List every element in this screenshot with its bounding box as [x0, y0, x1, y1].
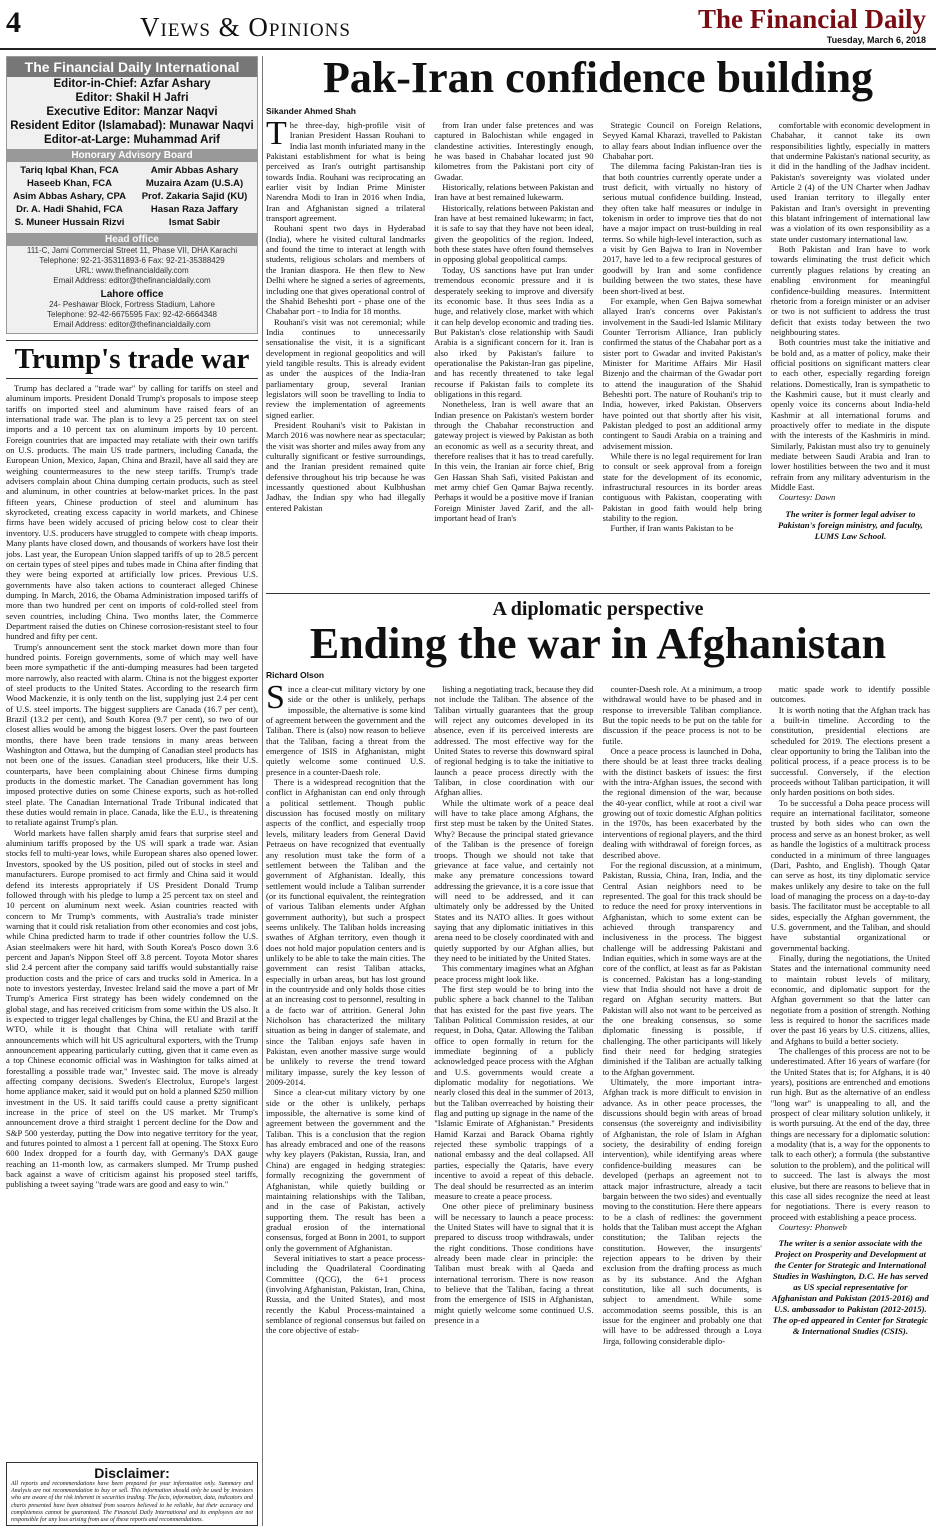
- article2-author-bio: The writer is a senior associate with the Project on Prosperity and Development at the Center for Strategic and International Studies in Washington, D.C. He has served as US special representative for Afghanistan and Pakistan (2015-2016) and U.S. ambassador to Pakistan (2012-2015). The op-ed appeared in Center for Strategic & International Studies (CSIS).: [771, 1238, 929, 1337]
- article-paragraph: Finally, during the negotiations, the United States and the international community need to maintain robust levels of military, economic, and diplomatic support for the Afghan government so that the latter can negotiate from a position of strength. Nothing less is required to honor the sacrifices made over the past 16 years by U.S. citizens, allies, and Afghans to build a better society.: [770, 952, 930, 1046]
- advisor: Prof. Zakaria Sajid (KU): [141, 191, 248, 202]
- publication-date: Tuesday, March 6, 2018: [826, 35, 926, 45]
- advisor: S. Muneer Hussain Rizvi: [14, 217, 125, 228]
- staff-box: [6, 56, 258, 334]
- office-line: Email Address: editor@thefinancialdaily.com: [53, 276, 211, 285]
- article-paragraph: matic spade work to identify possible outcomes.: [770, 684, 930, 705]
- advisor: Dr. A. Hadi Shahid, FCA: [16, 204, 123, 215]
- article-paragraph: Nonetheless, Iran is well aware that an Indian presence on Pakistan's western border through the Chabahar reconstruction and gateway project is viewed by Pakistan as both an economic as well as a security threat, and therefore realises that it has to tread carefully. In this vein, the Iranian air force chief, Brig Gen Hassan Shah Safi, visited Pakistan and met army chief Gen Qamar Bajwa recently. Perhaps it would be a positive move if Iranian Foreign Minister Javed Zarif, and the all-important head of Iran's: [434, 399, 594, 524]
- editorial-headline: Trump's trade war: [6, 340, 258, 379]
- article-paragraph: The three-day, high-profile visit of Iranian President Hassan Rouhani to India last month infuriated many in the Pakistani establishment for what is being perceived as Iran's outright partisanship towards India. Rouhani was reciprocating an earlier visit by Indian Prime Minister Narendra Modi to Iran in 2016 when India, Iran and Afghanistan signed a trilateral transport agreement.: [266, 120, 426, 224]
- office-line: Email Address: editor@thefinancialdaily.com: [53, 320, 211, 329]
- column-rule: [262, 56, 263, 1526]
- editor-line: Resident Editor (Islamabad): Munawar Naqvi: [10, 120, 254, 132]
- article-paragraph: Today, US sanctions have put Iran under tremendous economic pressure and it is desperately seeking to improve and diversify its economic base. It thus sees India as a huge, and relatively close, market with which it can help develop economic and trading ties. But Pakistan's close relationship with Saudi Arabia is a significant concern for it. Iran is also irked by Pakistan's failure to operationalise the Pakistan-Iran gas pipeline, and has recently threatened to take legal recourse if Pakistan fails to complete its obligations in this regard.: [434, 264, 594, 399]
- article-paragraph: Rouhani's visit was not ceremonial; while India continues to unnecessarily sensationalise the visit, it is a significant development in regional geopolitics and will yield tangible results. This is already evident as under the auspices of the India-Iran parliamentary group, several Iranian legislators will soon be travelling to India to review the implementation of agreements signed earlier.: [266, 316, 426, 420]
- article-paragraph: Strategic Council on Foreign Relations, Seyyed Kamal Kharazi, travelled to Pakistan to allay fears about Indian influence over the Chabahar port.: [602, 120, 762, 162]
- article-paragraph: One other piece of preliminary business will be necessary to launch a peace process: the United States will have to signal that it is prepared to discuss troop withdrawals, under the right conditions. Those conditions have already been made clear in principle: the Taliban must break with al Qaeda and international terrorism. There is now reason to believe that the Taliban, facing a threat from the emergence of ISIS in Afghanistan, might quietly welcome some continued U.S. presence in a: [434, 1201, 594, 1325]
- disclaimer-box: [6, 1462, 258, 1526]
- article-paragraph: The first step would be to bring into the public sphere a back channel to the Taliban that has existed for the past five years. The Taliban Political Commission resides, at our request, in Doha, Qatar. Allowing the Taliban office to open formally in return for the immediate beginning of a publicly acknowledged peace process with the Afghan and U.S. governments would create a diplomatic modality for negotiations. We nearly closed this deal in the summer of 2013, but the Taliban overreached by hoisting their flag and putting up signage in the name of the "Islamic Emirate of Afghanistan." Presidents Hamid Karzai and Barack Obama rightly rejected these symbolic trappings of a national embassy and the deal collapsed. All parties, especially the Qataris, have every incentive to avoid a repeat of this debacle. The deal should be resurrected as an interim measure to create a peace process.: [434, 983, 594, 1201]
- article2-column: [266, 684, 425, 1526]
- article-paragraph: counter-Daesh role. At a minimum, a troop withdrawal would have to be phased and in response to irreversible Taliban compliance. But the topic needs to be put on the table for discussion if the peace process is not to be futile.: [602, 684, 762, 746]
- disclaimer-title: Disclaimer:: [94, 1465, 170, 1481]
- article-paragraph: Several initiatives to start a peace process-including the Quadrilateral Coordinating Committee (QCG), the 6+1 process (involving Afghanistan, Pakistan, Iran, China, Russia, and the United States), and most recently the Kabul Process-maintained a semblance of regional consensus but failed on the core objective of estab-: [266, 1252, 426, 1336]
- editorial-paragraph: World markets have fallen sharply amid fears that surprise steel and aluminium tariffs proposed by the US will spark a trade war. Asian stocks fell to multi-year lows, while European shares also opened lower. Investors, spooked by the US position, piled out of stocks in steel and manufacturers. Europe promised to act firmly and China said it would defend its interests appropriately if US President Donald Trump followed through with his pledge to lump a 25 percent tax on steel and 10 percent on aluminum next week. Asian countries reacted with concern to Mr Trump's comments, with Australia's trade minister warning that it could risk retaliation from other economies and cost jobs, while China predicted harm to trade if other countries follow the U.S. Asian steelmakers were hit hard, with South Korea's Posco down 3.6 percent and Japan's Nippon Steel off 3.8 percent. Toyota Motor shares slid 2.4 percent after the company said tariffs would substantially raise production costs and the price of cars and trucks sold in America. In a note to investors yesterday, Investec Ireland said the move a part of Mr Trump's America First strategy has been widely condemned on the global stage, and has received criticism from some within the US also. It is expected to trigger legal challenges by China, the EU and Brazil at the WTO, while it is thought that China will retaliate with tariff announcements which will hit US agricultural exporters, with the Trump announcement appearing particularly cutting, given that it came even as a top Chinese economic official was in Washington for talks aimed at forestalling a possible trade war," Investec said. The move is already affecting company decisions. Sweden's Electrolux, Europe's largest home appliance maker, said it would put on hold a planned $250 million investment in the US. It said tariffs could cause a pretty significant increase in the price of steel on the US market. Mr Trump's announcement drove a third straight 1 percent decline for the Dow and S&P 500 yesterday, putting the Dow into negative territory for the year, and futures pointed to almost a 1 percent fall at opening. The Stoxx Euro 600 Index dropped for a fourth day, with Germany's DAX gauge reaching an 11-month low, as carmakers slumped. Mr Trump pushed back against a wave of criticism against his proposed steel tariffs, publishing a tweet saying "trade wars are good and easy to win.": [6, 827, 258, 1190]
- article-paragraph: The dilemma facing Pakistan-Iran ties is that both countries currently operate under a trust deficit, with virtually no history of serious mutual confidence building. Instead, they often take half measures or indulge in tokenism in order to improve ties that do not have a major impact on trust-building in real terms. So while high-level interaction, such as a visit by Gen Bajwa to Iran in November 2017, have led to a few reciprocal gestures of goodwill by Iran and some confidence building between the two states, these have been short-lived at best.: [602, 161, 762, 296]
- advisory-title: Honorary Advisory Board: [7, 149, 257, 162]
- article2-courtesy: Courtesy: Phonweb: [778, 1221, 847, 1232]
- article2-column: [771, 684, 930, 1526]
- article2-column: [603, 684, 762, 1526]
- advisor: Amir Abbas Ashary: [150, 165, 239, 176]
- editor-line: Executive Editor: Manzar Naqvi: [46, 106, 218, 118]
- advisor: Haseeb Khan, FCA: [27, 178, 112, 189]
- editorial-body: [6, 383, 258, 1365]
- advisor: Ismat Sabir: [168, 217, 221, 228]
- head-office-info: [7, 246, 257, 286]
- article2-headline: Ending the war in Afghanistan: [309, 619, 887, 668]
- article2-body: [266, 684, 930, 1526]
- drop-cap: T: [266, 120, 287, 152]
- article1-byline: Sikander Ahmed Shah: [266, 106, 356, 116]
- article2-column: [434, 684, 593, 1526]
- article-paragraph: For the regional discussion, at a minimum, Pakistan, Russia, China, Iran, India, and the Central Asian neighbors need to be represented. The goal for this track should be to reduce the need for proxy interventions in Afghanistan, which to some extent can be achieved through transparency and inclusiveness in the process. The biggest challenge will be addressing Pakistani and Indian equities, which in some ways are at the core of the conflict, at least as far as Pakistan is concerned. Pakistan has a long-standing view that India should not have a droit de regard on Afghan security matters. But Pakistan will also not want to be perceived as the one breaking consensus, so some diplomatic finessing is possible, if challenging. The other participants will likely find their need for hedging strategies diminished if the Taliban are actually talking to the Afghan government.: [602, 859, 762, 1077]
- article-paragraph: Ultimately, the more important intra-Afghan track is more difficult to envision in advance. As in other peace processes, the discussions should begin with areas of broad consensus (the sovereignty and indivisibility of Afghanistan, the role of Islam in Afghan society, the desirability of ending foreign intervention), while identifying areas where confidence-building measures can be developed (perhaps an agreement not to attack major infrastructure, already a tacit bargain between the two sides) and eventually moving to the constitution. Here there appears to be a clash of redlines: the government holds that the Taliban must accept the Afghan constitution; the Taliban rejects the constitution. However, the insurgents' rejection appears to be driven by their exclusion from the drafting process as much as by its substance. And the Afghan constitution, like all such documents, is subject to amendment. While some accommodation seems possible, this is an issue for the engineer and probably one that will have to be addressed through a Loya Jirga, following considerable diplo-: [602, 1077, 762, 1346]
- article1-author-bio: The writer is former legal adviser to Pakistan's foreign ministry, and faculty, LUMS Law School.: [777, 508, 923, 541]
- article2-kicker: A diplomatic perspective: [492, 598, 704, 620]
- office-line: 24- Peshawar Block, Fortress Stadium, Lahore: [49, 300, 215, 309]
- article-paragraph: To be successful a Doha peace process will require an international facilitator, someone trusted by both sides who can own the process and serve as an honest broker, as well as handle the logistics of a multitrack process conducted in a minimum of three languages (Dari, Pashto, and English). Though Qatar can serve as host, its tiny diplomatic service makes unlikely any desire to take on the full load of managing the process on a day-to-day basis. The facilitator must be acceptable to all sides, especially the Afghan government, the U.S. government, and the Taliban, and should have substantial organizational or governmental backing.: [770, 797, 930, 953]
- office-line: 111-C, Jami Commercial Street 11, Phase VII, DHA Karachi: [26, 246, 238, 255]
- article-paragraph: President Rouhani's visit to Pakistan in March 2016 was nowhere near as spectacular; the visit was shorter and miles away from any culturally significant or festive surroundings, and the Iranian president remained quite defensive throughout his trip because he was incessantly questioned about Kulbhushan Jadhav, the Indian spy who had illegally entered Pakistan: [266, 419, 426, 513]
- article-paragraph: comfortable with economic development in Chabahar, it cannot take its own responsibilities lightly, especially in matters that undermine Pakistan's national security, as it did in the handling of the Jadhav incident. Pakistan's sovereignty was violated under Article 2 (4) of the UN Charter when Jadhav used Iranian territory to illegally enter Pakistan and Iran's oversight in preventing this blatant infringement of international law was a violation of its own responsibility as a state under customary international law.: [770, 120, 930, 244]
- article-paragraph: Historically, relations between Pakistan and Iran have at best remained lukewarm; in fact, it is safe to say that they have not been ideal, given the geopolitics of the region. Indeed, both these states have often found themselves in opposing global geopolitical camps.: [434, 202, 594, 265]
- advisor: Hasan Raza Jaffary: [150, 204, 239, 215]
- article-paragraph: The challenges of this process are not to be underestimated. After 16 years of warfare (for the United States that is; for Afghans, it is 40 years), positions are entrenched and emotions run high. But as the alternative of an endless "long war" is unappealing to all, and the prospect of clear military solution unlikely, it is worth pursuing. At the end of the day, three things are necessary for a diplomatic solution: a modality (that is, a way for the opponents to talk to each other); a formula (the substantive solution to the problem), and the political will to succeed. The last is always the most elusive, but there are reasons to believe that in this case all sides recognize the need at least for negotiations. There is every reason to proceed with establishing a peace process.: [770, 1046, 930, 1222]
- editor-line: Editor-in-Chief: Azfar Ashary: [53, 78, 211, 90]
- masthead: [0, 0, 936, 50]
- article-paragraph: Rouhani spent two days in Hyderabad (India), where he visited cultural landmarks and found the time to interact at length with students, religious scholars and members of the Iranian diaspora. He then flew to New Delhi where he signed a series of agreements, including one that gives operational control of the Shahid Beheshti port - phase one of the Chabahar port - to India for 18 months.: [266, 223, 426, 317]
- disclaimer-text: All reports and recommendations have been prepared for your information only. Summary and Analysis are not recommendation to buy or sell. This information should only be used by investors who are aware of the risk inherent in securities trading. The facts, information, data, indicators and charts presented have been obtained from sources believed to be reliable, but their accuracy and completeness cannot be guaranteed. The Financial Daily International and its employees are not responsible for any loss arising from use of these reports and recommendations.: [11, 1481, 253, 1524]
- office-line: Telephone: 92-21-35311893-6 Fax: 92-21-35388429: [39, 256, 225, 265]
- article-paragraph: While the ultimate work of a peace deal will have to take place among Afghans, the first step must be taken by the United States. Why? Because the principal stated grievance of the Taliban is the presence of foreign troops. Though we should not take that grievance at face value, and certainly not make any premature concessions toward addressing the grievance, it is a core issue that will need to be addressed, and it can ultimately only be addressed by the United States and its NATO allies. It goes without saying that any diplomatic initiatives in this arena need to be closely coordinated with and quietly supported by our Afghan allies, but they need to be initiated by the United States.: [434, 797, 594, 963]
- office-line: Telephone: 92-42-6675595 Fax: 92-42-6664348: [47, 310, 217, 319]
- advisor: Muzaira Azam (U.S.A): [145, 178, 244, 189]
- article2-byline: Richard Olson: [266, 670, 325, 680]
- article1-column: [603, 120, 762, 588]
- drop-cap: S: [266, 684, 285, 716]
- editor-line: Editor-at-Large: Muhammad Arif: [44, 134, 220, 146]
- article1-courtesy: Courtesy: Dawn: [778, 492, 836, 503]
- article1-column-text: [771, 120, 930, 492]
- lahore-office-title: Lahore office: [100, 289, 164, 300]
- article1-column: [434, 120, 593, 588]
- newspaper-brand: The Financial Daily: [697, 4, 926, 34]
- editor-line: Editor: Shakil H Jafri: [75, 92, 189, 104]
- article-paragraph: Both Pakistan and Iran have to work towards eliminating the trust deficit which currently plagues relations by creating an enabling environment for meaningful confidence-building measures. Intermittent rhetoric from a foreign minister or an adviser or two is not sufficient to address the trust deficit that exists today between the two neighbouring states.: [770, 244, 930, 337]
- article-paragraph: from Iran under false pretences and was captured in Balochistan while engaged in clandestine activities. Interestingly enough, he was based in Chabahar located just 90 kilometres from the Pakistani port city of Gwadar.: [434, 120, 594, 182]
- article-paragraph: lishing a negotiating track, because they did not include the Taliban. The absence of the Taliban virtually guarantees that the group will reject any outcomes developed in its absence, even if its perceived interests are addressed. The most effective way for the United States to reverse this downward spiral of regional hedging is to take the initiative to launch a peace process directly with the Taliban, in close coordination with our Afghan allies.: [434, 684, 594, 798]
- editor-list: [7, 77, 257, 147]
- article-paragraph: Since a clear-cut military victory by one side or the other is unlikely, perhaps impossible, the alternative is some kind of agreement between the government and the Taliban. This is a conclusion that the region has already embraced and one of the reasons why key players (Pakistan, Russia, Iran, and China) are engaged in hedging strategies: formally recognizing the government of Afghanistan, while quietly building or maintaining relationships with the Taliban, and in the case of Pakistan, actively supporting them. The result has been a gradual erosion of the international consensus, forged at Bonn in 2001, to support only the government of Afghanistan.: [266, 1087, 426, 1253]
- advisor: Tariq Iqbal Khan, FCA: [20, 165, 119, 176]
- article-paragraph: Since a clear-cut military victory by one side or the other is unlikely, perhaps impossible, the alternative is some kind of agreement between the government and the Taliban. There is (also) now reason to believe that the Taliban, facing a threat from the emergence of ISIS in Afghanistan, might quietly welcome some continued U.S. presence in a counter-Daesh role.: [266, 684, 426, 777]
- article-paragraph: Both countries must take the initiative and be bold and, as a matter of policy, make their official positions on significant matters clear to each other, especially regarding foreign relations. Domestically, Iran is sympathetic to the Kashmiri cause, but it must clearly and openly voice its concerns about India-held Kashmir at all international forums and proactively offer to mediate in the dispute with the interests of the Kashmiris in mind. Similarly, Pakistan must also try to genuinely mediate between Saudi Arabia and Iran to lower hostilities between the two and it must refrain from any military adventurism in the Middle East.: [770, 337, 930, 493]
- article-paragraph: Further, if Iran wants Pakistan to be: [610, 523, 734, 534]
- article1-body: [266, 120, 930, 588]
- section-title: Views & Opinions: [140, 12, 351, 42]
- article-paragraph: This commentary imagines what an Afghan peace process might look like.: [434, 963, 594, 984]
- page-number: 4: [6, 6, 21, 39]
- article2-column-text: [771, 684, 930, 1222]
- advisory-list: [7, 162, 257, 231]
- article-divider: [266, 593, 930, 594]
- office-line: URL: www.thefinancialdaily.com: [75, 266, 189, 275]
- lahore-office-info: [7, 300, 257, 333]
- article-paragraph: There is a widespread recognition that the conflict in Afghanistan can end only through a political settlement. Though public discussion has focused mostly on military aspects of the conflict, and especially troop levels, military leaders from General David Petraeus on have recognized that eventually any resolution must take the form of a settlement between the Taliban and the government of Afghanistan. Ideally, this settlement would include a Taliban surrender (or its functional equivalent, the reintegration of various Taliban elements under Afghan government authority), but such a prospect seems unlikely. The Taliban holds increasing swathes of Afghan territory, even though it does not hold major population centers and is unlikely to be able to take the main cities. The government can resist Taliban attacks, especially in urban areas, but has lost ground in the countryside and only holds those cities at an increasing cost to personnel, resulting in a de facto war of attrition. General John Nicholson has characterized the military situation as being in danger of stalemate, and since the Taliban enjoys safe haven in Pakistan, even another massive surge would be unlikely to reverse the trend toward military impasse, surely the key lesson of 2009-2014.: [266, 777, 426, 1088]
- editorial-paragraph: Trump has declared a "trade war" by calling for tariffs on steel and aluminum imports. President Donald Trump's proposals to impose steep tariffs on imported steel and aluminum have raised fears of an international trade war. The plan is to levy a 25 percent tax on steel imports and a 10 percent tax on aluminum imports by 10 percent. Foreign countries that are impacted may retaliate with their own tariffs on U.S. products. The main US trade partners, including Canada, the European Union, Mexico, Japan, China and Brazil, have all said they are weighing countermeasures to the new steep tariffs. Trump's trade advisers complain about China dumping certain products, such as steel and aluminum, in other countries at below-market prices. In the past fifteen years, Chinese production of steel and aluminum has skyrocketed, creating excess capacity in world markets, and Chinese firms have been widely accused of pricing below cost to clear their inventory. U.S. producers have struggled to compete with cheap imports. Many plants have closed down, and thousands of workers have lost their jobs. Last year, the European Union slapped tariffs of up to 28.5 percent on certain types of steel pipes and tubes made in China after finding that they were being exported at artificially low prices. Previous U.S. governments have also taken actions to counteract alleged Chinese dumping. In March, 2016, the Obama Administration imposed tariffs of more than two hundred per cent on imports of cold-rolled steel from seven countries, including China. Two months later, the Commerce Department raised the duties on Chinese corrosion-resistant steel to four hundred and fifty per cent.: [6, 383, 258, 642]
- article1-headline: Pak-Iran confidence building: [322, 53, 874, 102]
- article-paragraph: It is worth noting that the Afghan track has a built-in timeline. According to the constitution, presidential elections are scheduled for 2019. The elections present a clear opportunity to bring the Taliban into the political process, if a peace process is to be successful. Conversely, if the election proceeds without Taliban participation, it will only harden positions on both sides.: [770, 704, 930, 798]
- article-paragraph: For example, when Gen Bajwa somewhat allayed Iran's concerns over Pakistan's involvement in the Saudi-led Islamic Military Counter Terrorism Alliance, Iran publicly confirmed the status of the Chabahar port as a sister port to Gwadar and invited Pakistan's Minister for Maritime Affairs Mir Hasil Bizenjo and the chairman of the Gwadar port to attend the inauguration of the Shahid Beheshti port. The nature of Rouhani's trip to India, however, irked Pakistan. Observers have pointed out that shortly after his visit, Pakistan pledged to post an additional army contingent to Saudi Arabia on a training and advisement mission.: [602, 295, 762, 451]
- staff-title: The Financial Daily International: [7, 57, 257, 77]
- advisor: Asim Abbas Ashary, CPA: [13, 191, 126, 202]
- left-column: [6, 56, 258, 1365]
- editorial-paragraph: Trump's announcement sent the stock market down more than four hundred points. Foreign governments, some of which may well have been more sympathetic if the anti-dumping measures had been targeted more narrowly, also reacted with alarm. China is not the biggest exporter of steel products to the United States. According to the research firm Wood Mackenzie, it is only tenth on the list, supplying just 2.4 per cent of U.S. steel imports. The biggest suppliers are Canada (16.7 per cent), Brazil (13.2 per cent), and South Korea (9.7 per cent), so two of our closest allies would be among the biggest losers. Over the past fourteen months, there have been trade tensions in many areas between Washington and Ottawa, but the dumping of Canadian steel products has not been one of the issues. Canadian steel producers, like their U.S. counterparts, have been complaining about Chinese firms dumping products in the domestic market. The Canadian government has long imposed protective duties on some Chinese exports, such as hot-rolled steel plate. The Canadian International Trade Tribunal indicated that these duties would remain in place. Canada, like the E.U., is threatening to retaliate against Trump's plan.: [6, 641, 258, 828]
- article-paragraph: Historically, relations between Pakistan and Iran have at best remained lukewarm.: [434, 182, 594, 203]
- article-paragraph: While there is no legal requirement for Iran to consult or seek approval from a foreign state for the development of its economic, infrastructural resources in its border areas contiguous with Pakistan, cooperating with Pakistan in good faith would help bring stability to the region.: [602, 451, 762, 524]
- article1-column: [266, 120, 425, 588]
- article-paragraph: Once a peace process is launched in Doha, there should be at least three tracks dealing with the distinct baskets of issues: the first with the intra-Afghan issues, the second with the regional dimension of the war, because the 40-year conflict, while at root a civil war growing out of toxic domestic Afghan politics in the 1970s, has been exacerbated by the interventions of regional players, and the third dealing with withdrawal of foreign forces, as described above.: [602, 746, 762, 860]
- head-office-title: Head office: [7, 233, 257, 246]
- article1-column: [771, 120, 930, 588]
